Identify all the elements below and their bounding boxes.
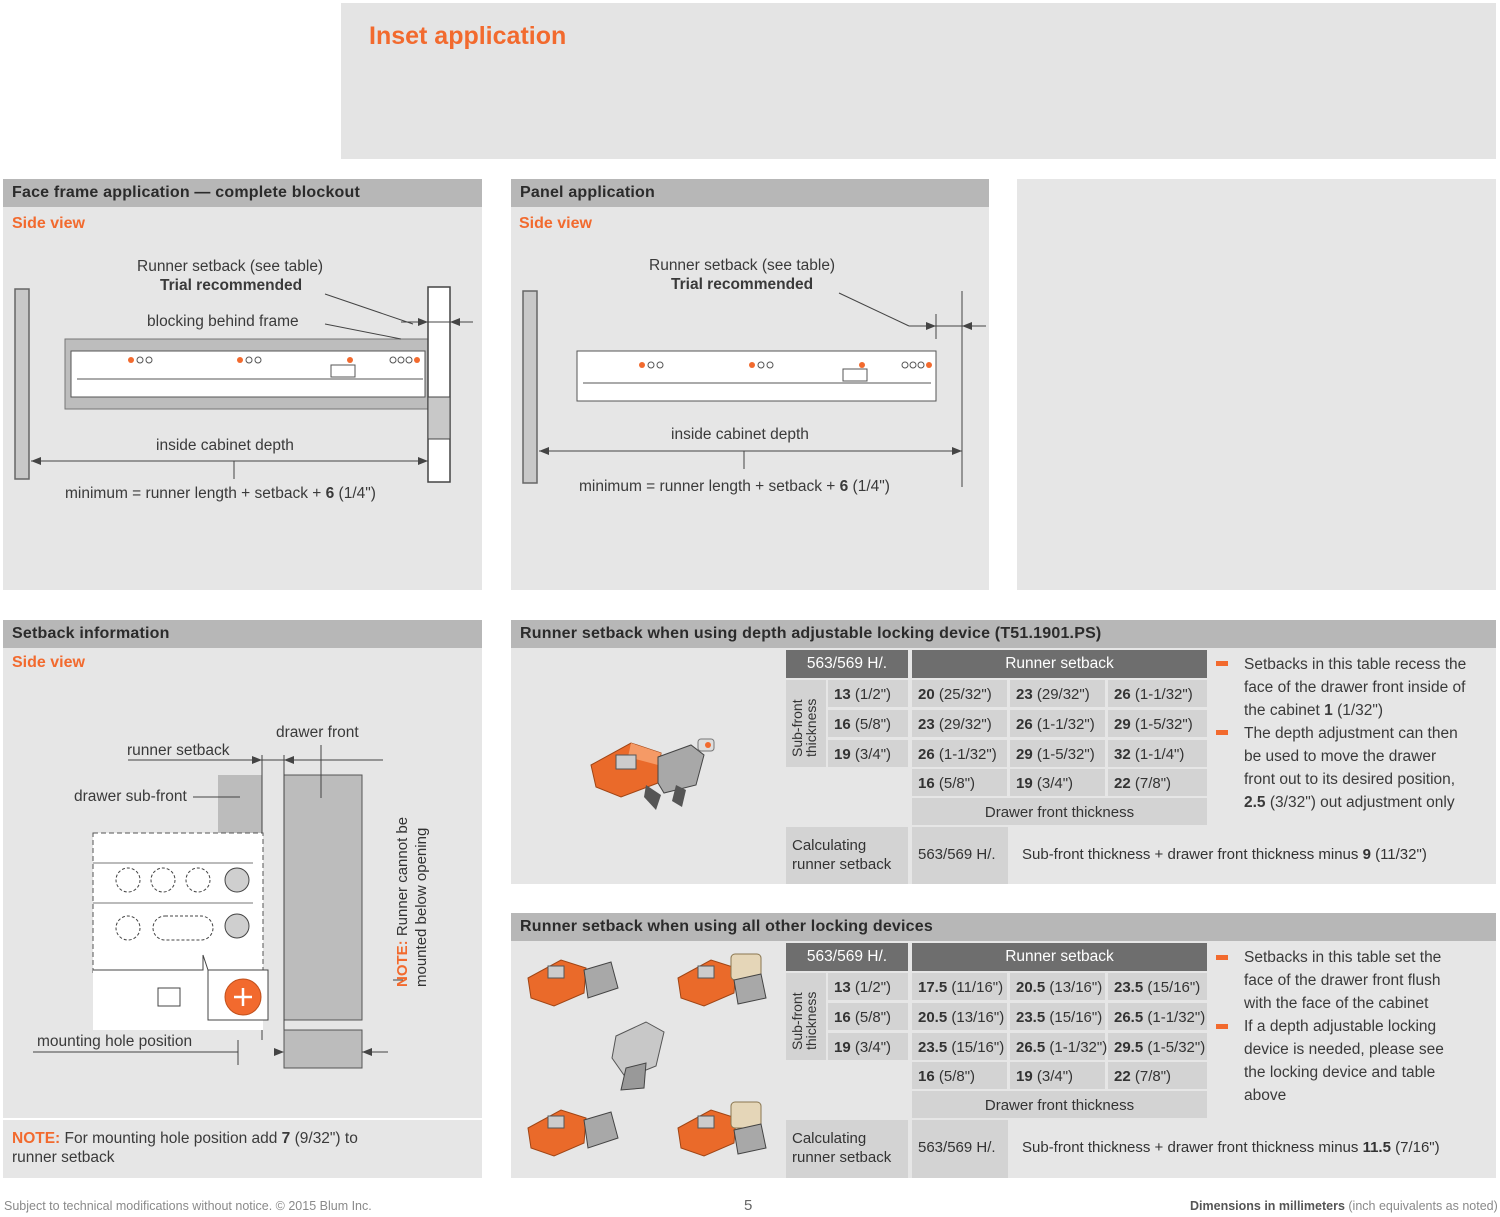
face-frame-diagram — [3, 179, 482, 590]
ff-formula: minimum = runner length + setback + 6 (1/4") — [65, 485, 376, 502]
drawer-sub-front-label: drawer sub-front — [74, 788, 187, 805]
t1-r2-c1: 23 (29/32") — [912, 710, 1007, 737]
t1-r3-sub: 19 (3/4") — [828, 740, 908, 767]
t1-front-c1: 16 (5/8") — [912, 769, 1007, 796]
t2-calc-model: 563/569 H/. — [912, 1120, 1008, 1178]
t2-bullet-2 — [1216, 1024, 1228, 1029]
ff-depth-label: inside cabinet depth — [156, 437, 294, 454]
t1-note-2: The depth adjustment can then be used to move the drawer front out to its desired position, 2.5 (3/32") out adjustment only — [1244, 725, 1458, 811]
ff-trial-label: Trial recommended — [160, 277, 303, 294]
ff-blocking-label: blocking behind frame — [147, 313, 299, 330]
footer-right: Dimensions in millimeters (inch equivalents as noted) — [1190, 1199, 1498, 1213]
t2-r3-sub: 19 (3/4") — [828, 1033, 908, 1060]
t2-r1-sub: 13 (1/2") — [828, 973, 908, 1000]
t2-r3-c1: 23.5 (15/16") — [912, 1033, 1007, 1060]
table2-grid — [786, 943, 1496, 1178]
locking-devices-images — [516, 948, 786, 1178]
t2-front-c1: 16 (5/8") — [912, 1062, 1007, 1089]
t1-bullet-2 — [1216, 730, 1228, 735]
t1-front-c2: 19 (3/4") — [1010, 769, 1105, 796]
t2-front-label: Drawer front thickness — [912, 1091, 1207, 1118]
t1-bullet-1 — [1216, 661, 1228, 666]
t1-r2-c2: 26 (1-1/32") — [1010, 710, 1105, 737]
t2-note-2: If a depth adjustable locking device is needed, please see the locking device and table above — [1244, 1018, 1444, 1104]
header-banner — [341, 3, 1496, 159]
t2-subfront-label: Sub-front thickness — [789, 991, 819, 1050]
t2-corner: 563/569 H/. — [786, 943, 908, 971]
runner-setback-label: runner setback — [127, 742, 230, 759]
footer-left: Subject to technical modifications without notice. © 2015 Blum Inc. — [4, 1199, 372, 1213]
panel-application-diagram — [511, 179, 989, 590]
t1-calc-label: Calculating runner setback — [786, 827, 908, 884]
setback-info-panel — [3, 620, 482, 1178]
setback-info-title: Setback information — [3, 620, 482, 648]
t2-blank-left — [786, 1062, 908, 1118]
t1-r1-c2: 23 (29/32") — [1010, 680, 1105, 707]
table1-title: Runner setback when using depth adjustable locking device (T51.1901.PS) — [511, 620, 1496, 648]
setback-info-subtitle: Side view — [12, 654, 85, 671]
pa-formula: minimum = runner length + setback + 6 (1/4") — [579, 478, 890, 495]
t2-r3-c2: 26.5 (1-1/32") — [1010, 1033, 1105, 1060]
pa-depth-label: inside cabinet depth — [671, 426, 809, 443]
t1-r1-sub: 13 (1/2") — [828, 680, 908, 707]
t2-calc-formula: Sub-front thickness + drawer front thickness minus 11.5 (7/16") — [1011, 1120, 1496, 1178]
device-3 — [612, 1022, 664, 1090]
t1-front-label: Drawer front thickness — [912, 798, 1207, 825]
t1-r1-c3: 26 (1-1/32") — [1108, 680, 1207, 707]
t2-calc-label: Calculating runner setback — [786, 1120, 908, 1178]
panel-application-title: Panel application — [511, 179, 989, 207]
t1-front-c3: 22 (7/8") — [1108, 769, 1207, 796]
t2-r2-c2: 23.5 (15/16") — [1010, 1003, 1105, 1030]
t1-blank-left — [786, 769, 908, 825]
t2-front-c2: 19 (3/4") — [1010, 1062, 1105, 1089]
t2-r3-c3: 29.5 (1-5/32") — [1108, 1033, 1207, 1060]
panel-application-subtitle: Side view — [519, 215, 592, 232]
t2-runner-setback-header: Runner setback — [912, 943, 1207, 971]
t2-front-c3: 22 (7/8") — [1108, 1062, 1207, 1089]
panel-application-panel — [511, 179, 989, 590]
footer-page-number: 5 — [744, 1197, 753, 1214]
t1-corner: 563/569 H/. — [786, 650, 908, 678]
t1-r3-c2: 29 (1-5/32") — [1010, 740, 1105, 767]
t1-calc-formula: Sub-front thickness + drawer front thickness minus 9 (11/32") — [1011, 827, 1496, 884]
t2-r2-sub: 16 (5/8") — [828, 1003, 908, 1030]
pa-setback-label: Runner setback (see table) — [649, 257, 836, 274]
vertical-note: NOTE: Runner cannot be mounted below opening — [394, 816, 430, 987]
t2-bullet-1 — [1216, 955, 1228, 960]
t1-r3-c3: 32 (1-1/4") — [1108, 740, 1207, 767]
t2-note-1: Setbacks in this table set the face of the drawer front flush with the face of the cabinet — [1244, 949, 1442, 1012]
device-2 — [678, 954, 766, 1006]
t2-r1-c2: 20.5 (13/16") — [1010, 973, 1105, 1000]
face-frame-subtitle: Side view — [12, 215, 85, 232]
locking-device-image — [586, 735, 726, 815]
device-4 — [528, 1110, 618, 1156]
t1-runner-setback-header: Runner setback — [912, 650, 1207, 678]
t1-r2-sub: 16 (5/8") — [828, 710, 908, 737]
t1-r3-c1: 26 (1-1/32") — [912, 740, 1007, 767]
t1-r2-c3: 29 (1-5/32") — [1108, 710, 1207, 737]
device-1 — [528, 960, 618, 1006]
mounting-hole-label: mounting hole position — [37, 1033, 193, 1050]
ff-setback-label: Runner setback (see table) — [137, 258, 324, 275]
t1-r1-c1: 20 (25/32") — [912, 680, 1007, 707]
table1-grid — [786, 650, 1496, 884]
face-frame-panel — [3, 179, 482, 590]
t2-r1-c3: 23.5 (15/16") — [1108, 973, 1207, 1000]
t1-calc-model: 563/569 H/. — [912, 827, 1008, 884]
t2-r2-c3: 26.5 (1-1/32") — [1108, 1003, 1207, 1030]
drawer-front-label: drawer front — [276, 724, 359, 741]
t1-subfront-label: Sub-front thickness — [789, 698, 819, 757]
device-5 — [678, 1102, 766, 1156]
table2-title: Runner setback when using all other locking devices — [511, 913, 1496, 941]
blank-panel — [1017, 179, 1496, 590]
t2-r1-c1: 17.5 (11/16") — [912, 973, 1007, 1000]
setback-note: NOTE: For mounting hole position add 7 (9/32") to runner setback — [12, 1130, 358, 1166]
t1-note-1: Setbacks in this table recess the face of the drawer front inside of the cabinet 1 (1/32") — [1244, 656, 1467, 719]
face-frame-title: Face frame application — complete blockout — [3, 179, 482, 207]
t2-r2-c1: 20.5 (13/16") — [912, 1003, 1007, 1030]
pa-trial-label: Trial recommended — [671, 276, 814, 293]
page-title: Inset application — [369, 22, 567, 50]
